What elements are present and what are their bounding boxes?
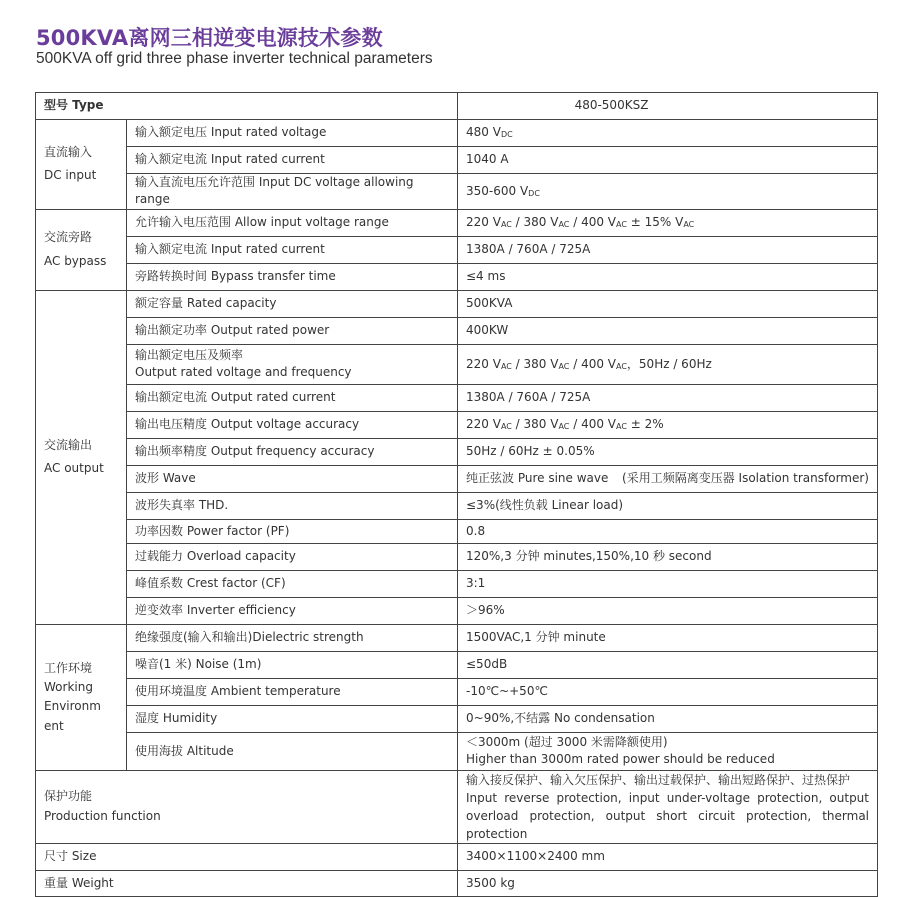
table-row xyxy=(36,651,878,678)
row-value: 480 VDC xyxy=(458,120,878,147)
row-label: 过载能力 Overload capacity xyxy=(127,543,458,570)
row-label: 噪音(1 米) Noise (1m) xyxy=(127,651,458,678)
table-row xyxy=(36,174,878,210)
row-label: 使用海拔 Altitude xyxy=(127,732,458,770)
row-value: 400KW xyxy=(458,317,878,344)
table-row xyxy=(36,770,878,843)
protection-value: 输入接反保护、输入欠压保护、输出过载保护、输出短路保护、过热保护 Input reverse protection, input under-voltage protection, output overload protection, output short circuit protection, thermal protection xyxy=(458,770,878,843)
table-row xyxy=(36,317,878,344)
table-row xyxy=(36,411,878,438)
weight-value: 3500 kg xyxy=(458,870,878,896)
row-label: 旁路转换时间 Bypass transfer time xyxy=(127,263,458,290)
page-title: 500KVA离网三相逆变电源技术参数 xyxy=(36,26,383,50)
row-label: 输入额定电压 Input rated voltage xyxy=(127,120,458,147)
table-row xyxy=(36,570,878,597)
type-value: 480-500KSZ xyxy=(458,93,878,120)
row-value: ≤3%(线性负载 Linear load) xyxy=(458,492,878,519)
table-header-row xyxy=(36,93,878,120)
table-row xyxy=(36,236,878,263)
row-label: 使用环境温度 Ambient temperature xyxy=(127,678,458,705)
group-dc-input: 直流输入 DC input xyxy=(36,120,127,210)
table-row xyxy=(36,705,878,732)
row-value: 220 VAC / 380 VAC / 400 VAC，50Hz / 60Hz xyxy=(458,344,878,384)
row-label: 输入额定电流 Input rated current xyxy=(127,236,458,263)
group-environment: 工作环境 Working Environm ent xyxy=(36,624,127,770)
row-value: 0~90%,不结露 No condensation xyxy=(458,705,878,732)
table-row xyxy=(36,147,878,174)
group-ac-bypass: 交流旁路 AC bypass xyxy=(36,209,127,290)
row-label: 输出额定功率 Output rated power xyxy=(127,317,458,344)
row-value: 1500VAC,1 分钟 minute xyxy=(458,624,878,651)
weight-label: 重量 Weight xyxy=(36,870,458,896)
row-label: 允许输入电压范围 Allow input voltage range xyxy=(127,209,458,236)
row-value: 1380A / 760A / 725A xyxy=(458,236,878,263)
row-label: 输出电压精度 Output voltage accuracy xyxy=(127,411,458,438)
spec-table xyxy=(35,92,878,897)
row-label: 输出额定电流 Output rated current xyxy=(127,384,458,411)
row-value: 3:1 xyxy=(458,570,878,597)
row-label: 输入直流电压允许范围 Input DC voltage allowing range xyxy=(127,174,458,210)
row-label: 湿度 Humidity xyxy=(127,705,458,732)
type-label: 型号 Type xyxy=(36,93,458,120)
row-value: 500KVA xyxy=(458,290,878,317)
table-row xyxy=(36,678,878,705)
table-row xyxy=(36,384,878,411)
table-row xyxy=(36,732,878,770)
row-label: 输出额定电压及频率 Output rated voltage and frequency xyxy=(127,344,458,384)
table-row xyxy=(36,492,878,519)
page-subtitle: 500KVA off grid three phase inverter technical parameters xyxy=(36,50,433,67)
table-row xyxy=(36,624,878,651)
group-ac-output: 交流输出 AC output xyxy=(36,290,127,624)
row-value: ＜3000m (超过 3000 米需降额使用) Higher than 3000m rated power should be reduced xyxy=(458,732,878,770)
row-label: 输入额定电流 Input rated current xyxy=(127,147,458,174)
row-value: 纯正弦波 Pure sine wave (采用工频隔离变压器 Isolation transformer) xyxy=(458,465,878,492)
table-row xyxy=(36,597,878,624)
row-value: 120%,3 分钟 minutes,150%,10 秒 second xyxy=(458,543,878,570)
row-value: -10℃~+50℃ xyxy=(458,678,878,705)
row-label: 逆变效率 Inverter efficiency xyxy=(127,597,458,624)
table-row xyxy=(36,870,878,896)
row-label: 波形 Wave xyxy=(127,465,458,492)
row-label: 峰值系数 Crest factor (CF) xyxy=(127,570,458,597)
table-row xyxy=(36,344,878,384)
size-value: 3400×1100×2400 mm xyxy=(458,843,878,870)
row-label: 波形失真率 THD. xyxy=(127,492,458,519)
row-value: 350-600 VDC xyxy=(458,174,878,210)
row-value: 50Hz / 60Hz ± 0.05% xyxy=(458,438,878,465)
table-row xyxy=(36,290,878,317)
table-row xyxy=(36,209,878,236)
row-label: 输出频率精度 Output frequency accuracy xyxy=(127,438,458,465)
table-row xyxy=(36,120,878,147)
row-value: 220 VAC / 380 VAC / 400 VAC ± 2% xyxy=(458,411,878,438)
protection-label: 保护功能 Production function xyxy=(36,770,458,843)
row-value: 220 VAC / 380 VAC / 400 VAC ± 15% VAC xyxy=(458,209,878,236)
row-label: 额定容量 Rated capacity xyxy=(127,290,458,317)
row-value: ≤50dB xyxy=(458,651,878,678)
table-row xyxy=(36,438,878,465)
table-row xyxy=(36,843,878,870)
row-value: 1380A / 760A / 725A xyxy=(458,384,878,411)
row-value: 0.8 xyxy=(458,519,878,543)
row-label: 绝缘强度(输入和输出)Dielectric strength xyxy=(127,624,458,651)
row-label: 功率因数 Power factor (PF) xyxy=(127,519,458,543)
row-value: ≤4 ms xyxy=(458,263,878,290)
table-row xyxy=(36,263,878,290)
table-row xyxy=(36,543,878,570)
row-value: ＞96% xyxy=(458,597,878,624)
table-row xyxy=(36,465,878,492)
table-row xyxy=(36,519,878,543)
row-value: 1040 A xyxy=(458,147,878,174)
size-label: 尺寸 Size xyxy=(36,843,458,870)
